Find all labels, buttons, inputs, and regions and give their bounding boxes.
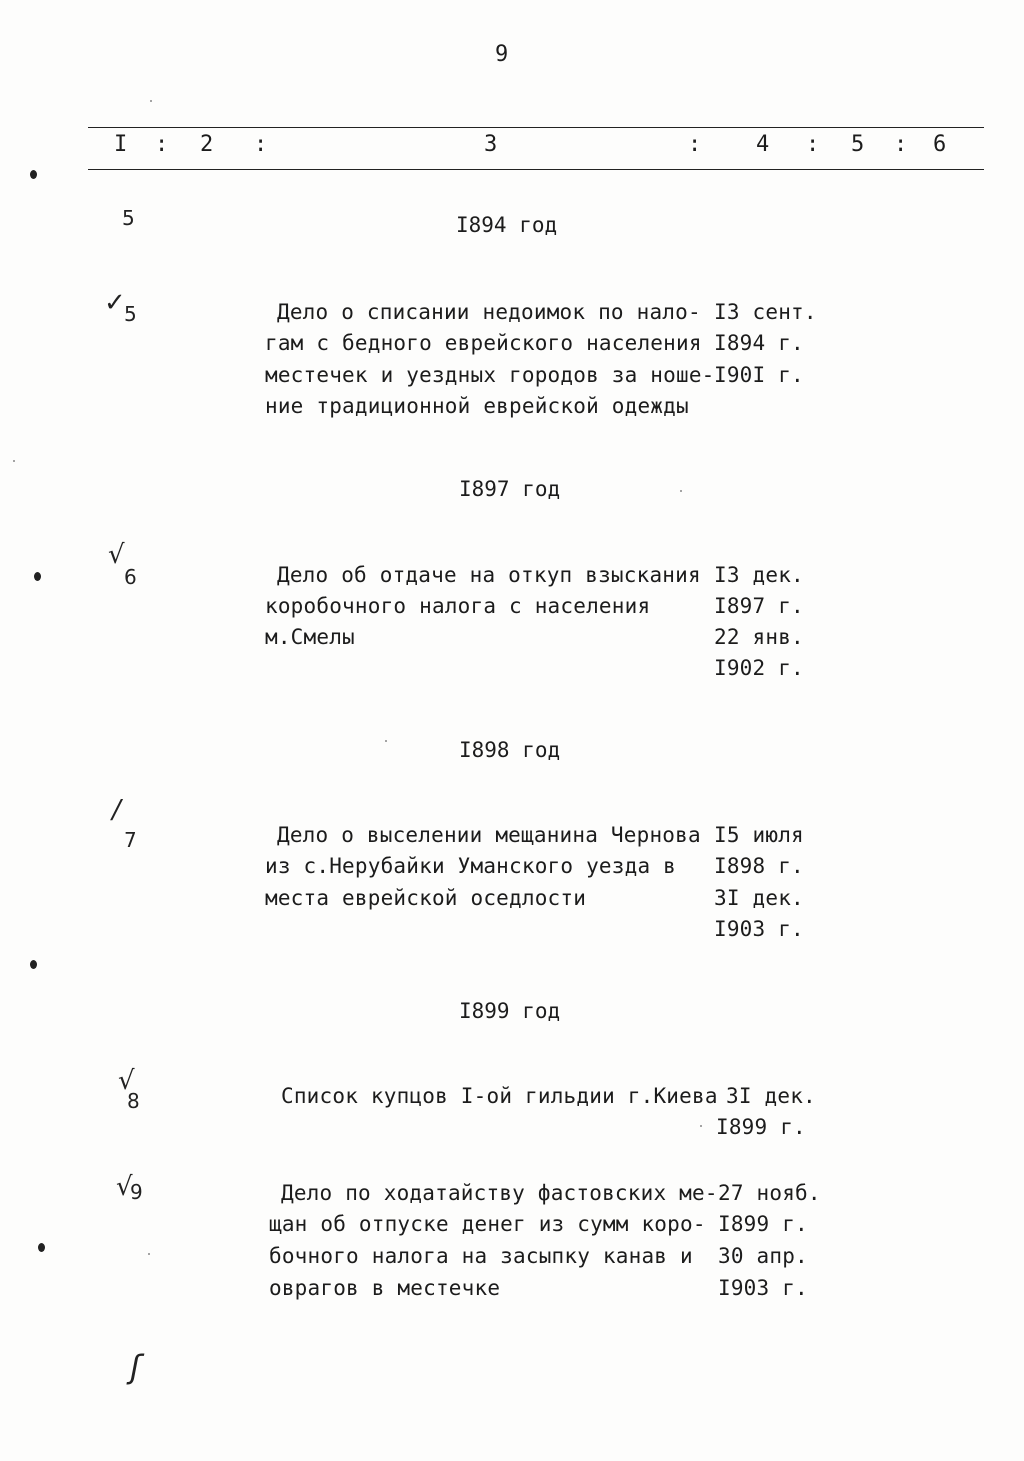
description-line: места еврейской оседлости bbox=[265, 886, 587, 910]
description-line: из с.Нерубайки Уманского уезда в bbox=[265, 854, 676, 878]
description-line: Список купцов I-ой гильдии г.Киева bbox=[281, 1084, 718, 1108]
date-line: I902 г. bbox=[714, 656, 804, 680]
description-line: щан об отпуске денег из сумм коро- bbox=[269, 1212, 706, 1236]
column-separator: : bbox=[688, 132, 702, 157]
record-number: 5 bbox=[124, 302, 137, 326]
description-line: местечек и уездных городов за ноше- bbox=[265, 363, 715, 387]
scan-speck bbox=[700, 1125, 702, 1127]
binding-hole-mark bbox=[34, 572, 41, 581]
date-line: I899 г. bbox=[718, 1212, 808, 1236]
scan-speck bbox=[385, 740, 387, 742]
column-separator: : bbox=[254, 132, 268, 157]
column-separator: : bbox=[155, 132, 169, 157]
binding-hole-mark bbox=[30, 960, 37, 969]
pencil-mark: ʃ bbox=[130, 1348, 141, 1386]
header-top-rule bbox=[88, 127, 984, 128]
date-line: I3 дек. bbox=[714, 563, 804, 587]
inventory-marker: 5 bbox=[122, 206, 135, 230]
date-line: I5 июля bbox=[714, 823, 804, 847]
check-mark: √ bbox=[108, 540, 125, 570]
date-line: 3I дек. bbox=[726, 1084, 816, 1108]
check-mark: √ bbox=[116, 1172, 133, 1202]
date-line: I894 г. bbox=[714, 331, 804, 355]
check-mark: ✓ bbox=[104, 288, 126, 318]
record-number: 8 bbox=[127, 1089, 140, 1113]
date-line: 22 янв. bbox=[714, 625, 804, 649]
record-number: 6 bbox=[124, 565, 137, 589]
page-number: 9 bbox=[495, 42, 509, 67]
description-line: бочного налога на засыпку канав и bbox=[269, 1244, 693, 1268]
scan-speck bbox=[13, 460, 15, 462]
year-heading: I897 год bbox=[459, 477, 561, 501]
date-line: I897 г. bbox=[714, 594, 804, 618]
description-line: м.Смелы bbox=[265, 625, 355, 649]
header-bottom-rule bbox=[88, 169, 984, 170]
column-6-label: 6 bbox=[933, 132, 947, 157]
description-line: Дело о списании недоимок по нало- bbox=[277, 300, 701, 324]
date-line: I903 г. bbox=[718, 1276, 808, 1300]
description-line: Дело об отдаче на откуп взыскания bbox=[277, 563, 701, 587]
date-line: I3 сент. bbox=[714, 300, 817, 324]
column-4-label: 4 bbox=[756, 132, 770, 157]
column-1-label: I bbox=[114, 132, 128, 157]
column-2-label: 2 bbox=[200, 132, 214, 157]
description-line: коробочного налога с населения bbox=[265, 594, 651, 618]
check-mark: √ bbox=[118, 1066, 135, 1096]
description-line: гам с бедного еврейского населения bbox=[265, 331, 702, 355]
scan-speck bbox=[150, 100, 152, 102]
column-separator: : bbox=[806, 132, 820, 157]
column-separator: : bbox=[894, 132, 908, 157]
record-number: 7 bbox=[124, 828, 137, 852]
scan-speck bbox=[148, 1253, 150, 1255]
year-heading: I898 год bbox=[459, 738, 561, 762]
date-line: I899 г. bbox=[716, 1115, 806, 1139]
binding-hole-mark bbox=[38, 1243, 45, 1252]
column-3-label: 3 bbox=[484, 132, 498, 157]
date-line: I898 г. bbox=[714, 854, 804, 878]
scan-speck bbox=[680, 490, 682, 492]
date-line: 30 апр. bbox=[718, 1244, 808, 1268]
year-heading: I899 год bbox=[459, 999, 561, 1023]
column-5-label: 5 bbox=[851, 132, 865, 157]
date-line: I903 г. bbox=[714, 917, 804, 941]
description-line: оврагов в местечке bbox=[269, 1276, 501, 1300]
description-line: Дело по ходатайству фастовских ме- bbox=[281, 1181, 718, 1205]
check-mark: / bbox=[112, 795, 121, 825]
date-line: I90I г. bbox=[714, 363, 804, 387]
year-heading: I894 год bbox=[456, 213, 558, 237]
description-line: ние традиционной еврейской одежды bbox=[265, 394, 689, 418]
date-line: 3I дек. bbox=[714, 886, 804, 910]
description-line: Дело о выселении мещанина Чернова bbox=[277, 823, 701, 847]
date-line: 27 нояб. bbox=[718, 1181, 821, 1205]
binding-hole-mark bbox=[30, 170, 37, 179]
record-number: 9 bbox=[130, 1180, 143, 1204]
